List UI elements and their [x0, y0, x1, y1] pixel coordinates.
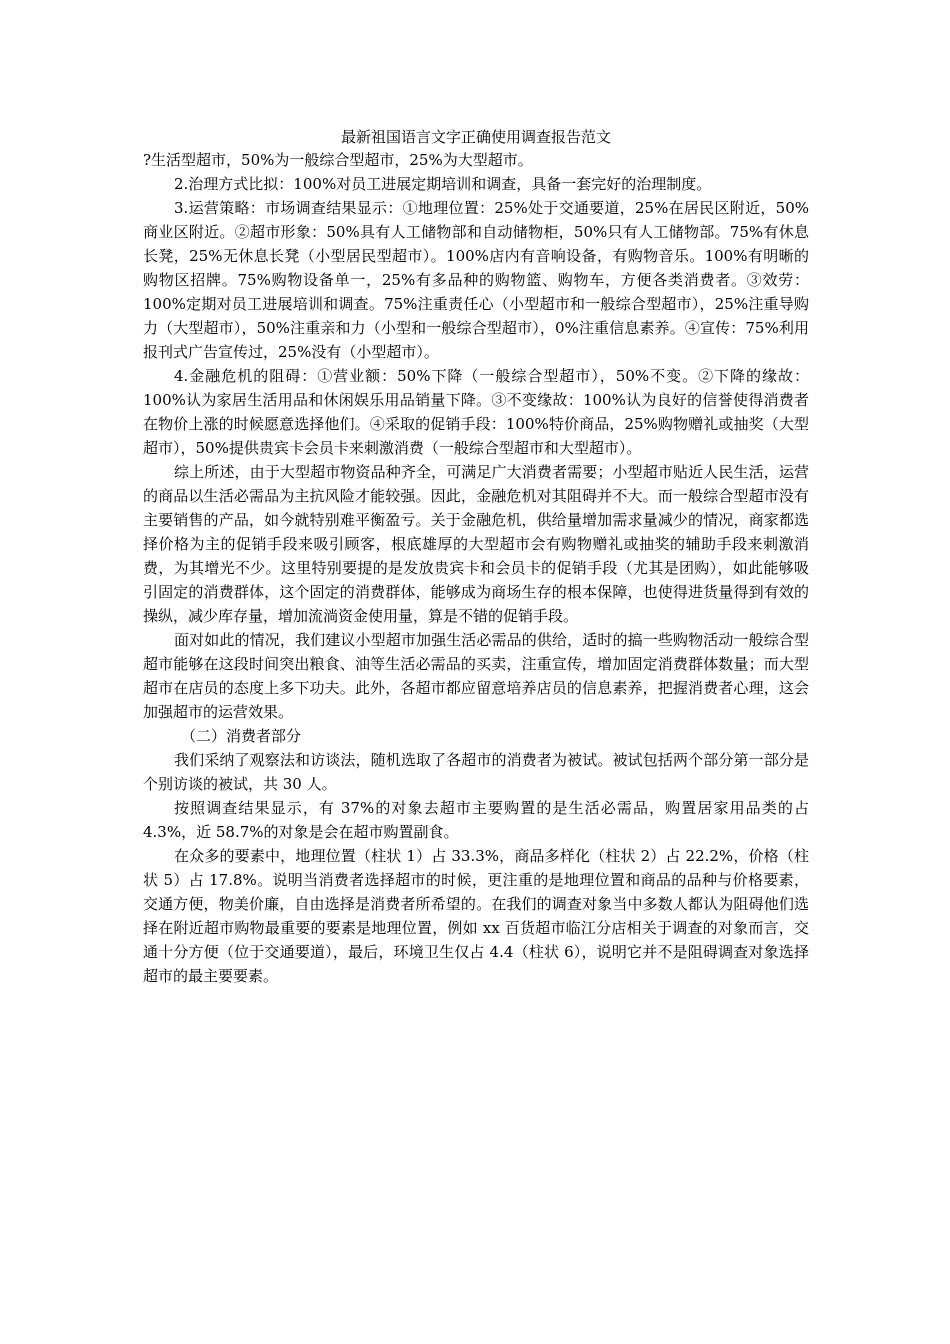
paragraph-management: 2.治理方式比拟：100%对员工进展定期培训和调查，具备一套完好的治理制度。 [174, 175, 712, 193]
paragraph-methods: 我们采纳了观察法和访谈法，随机选取了各超市的消费者为被试。被试包括两个部分第一部分是个别访谈的被试，共 30 人。 [143, 751, 809, 793]
paragraph-operation-strategy: 3.运营策略：市场调查结果显示：①地理位置：25%处于交通要道，25%在居民区附近，50%商业区附近。②超市形象：50%具有人工储物部和自动储物柜，50%只有人工储物部。75%有休息长凳，25%无休息长凳（小型居民型超市）。100%店内有音响设备，有购物音乐。100%有明晰的购物区招牌。75%购物设备单一，25%有多品种的购物篮、购物车，方便各类消费者。③效劳：100%定期对员工进展培训和调查。75%注重责任心（小型超市和一般综合型超市），25%注重导购力（大型超市），50%注重亲和力（小型和一般综合型超市），0%注重信息素养。④宣传：75%利用报刊式广告宣传过，25%没有（小型超市）。 [143, 199, 809, 361]
paragraph-0: ?生活型超市，50%为一般综合型超市，25%为大型超市。 [143, 151, 533, 169]
paragraph-results: 按照调查结果显示，有 37%的对象去超市主要购置的是生活必需品，购置居家用品类的占 4.3%，近 58.7%的对象是会在超市购置副食。 [143, 799, 809, 841]
document-page [143, 126, 809, 988]
paragraph-suggestions: 面对如此的情况，我们建议小型超市加强生活必需品的供给，适时的搞一些购物活动一般综合型超市能够在这段时间突出粮食、油等生活必需品的买卖，注重宣传，增加固定消费群体数量；而大型超市在店员的态度上多下功夫。此外，各超市都应留意培养店员的信息素养，把握消费者心理，这会加强超市的运营效果。 [143, 631, 809, 721]
paragraph-factors: 在众多的要素中，地理位置（柱状 1）占 33.3%，商品多样化（柱状 2）占 22.2%，价格（柱状 5）占 17.8%。说明当消费者选择超市的时候，更注重的是地理位置和商品的品种与价格要素，交通方便，物美价廉，自由选择是消费者所希望的。在我们的调查对象当中多数人都认为阻碍他们选择在附近超市购物最重要的要素是地理位置，例如 xx 百货超市临江分店相关于调查的对象而言，交通十分方便（位于交通要道），最后，环境卫生仅占 4.4（柱状 6），说明它并不是阻碍调查对象选择超市的最主要要素。 [143, 847, 809, 985]
paragraph-financial-crisis: 4.金融危机的阻碍：①营业额：50%下降（一般综合型超市），50%不变。②下降的缘故：100%认为家居生活用品和休闲娱乐用品销量下降。③不变缘故：100%认为良好的信誉使得消费者在物价上涨的时候愿意选择他们。④采取的促销手段：100%特价商品，25%购物赠礼或抽奖（大型超市），50%提供贵宾卡会员卡来刺激消费（一般综合型超市和大型超市）。 [143, 367, 809, 457]
section-heading-consumers: （二）消费者部分 [181, 727, 302, 745]
paragraph-summary: 综上所述，由于大型超市物资品种齐全，可满足广大消费者需要；小型超市贴近人民生活，运营的商品以生活必需品为主抗风险才能较强。因此，金融危机对其阻碍并不大。而一般综合型超市没有主要销售的产品，如今就特别难平衡盈亏。关于金融危机，供给量增加需求量减少的情况，商家都选择价格为主的促销手段来吸引顾客，根底雄厚的大型超市会有购物赠礼或抽奖的辅助手段来刺激消费，为其增光不少。这里特别要提的是发放贵宾卡和会员卡的促销手段（尤其是团购），如此能够吸引固定的消费群体，这个固定的消费群体，能够成为商场生存的根本保障，也使得进货量得到有效的操纵，减少库存量，增加流淌资金使用量，算是不错的促销手段。 [143, 463, 809, 625]
document-title: 最新祖国语言文字正确使用调查报告范文 [340, 128, 611, 146]
